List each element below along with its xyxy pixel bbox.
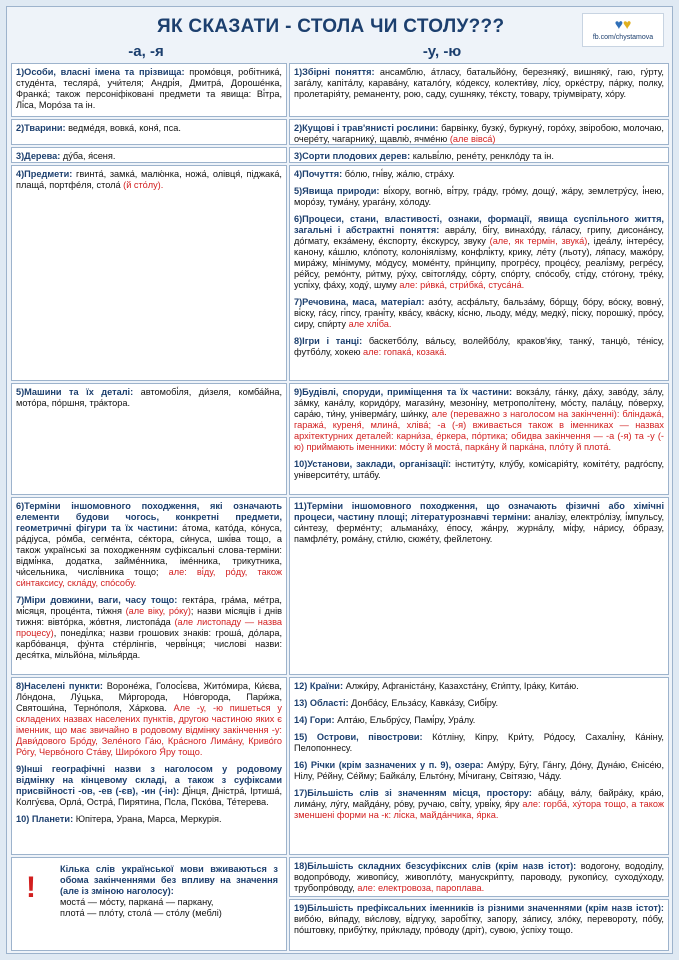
right-column-heading: -у, -ю <box>422 43 462 60</box>
cell-machines <box>11 383 287 495</box>
cell-text: вибо́ю, ви́паду, ви́слову, ві́дгуку, заробі́тку, запору, за́пису, зло́ку, перевороту, по́бу, по́штовку, прибу́тку, при́кладу, про́воду (дріт), сувою, у́спіху тощо. <box>294 914 664 935</box>
cell-heading: 11)Терміни іншомовного походження, що означають фізичні або хімічні процеси, частину площі; літературознавчі терміни: <box>294 501 664 522</box>
cell-exception: але хлі́ба. <box>348 319 392 329</box>
exclamation-icon: ! <box>26 871 36 904</box>
cell-text: гекта́ра, гра́ма, ме́тра, мі́сяця, проце́нта, ти́жня <box>16 595 282 616</box>
cell-heading: 5)Явища природи: <box>294 186 380 196</box>
paragraph-processes <box>294 214 664 291</box>
cell-exception: Але -у, -ю пишеться у складених назвах населених пунктів, другою частиною яких є іменник, що має звичайно в родовому відмінку закінчення -у: Дави́дового Бро́ду, Зеле́ного Га́ю, Кра́сного Лима́ну, Криво́го Ро́гу, Черво́ного Ста́ву, Широ́кого Я́ру тощо. <box>16 703 282 757</box>
cell-text: аналізу, електро́лізу, і́мпульсу, си́нтезу, ферме́нту; альмана́ху, е́посу, жа́нру, журна́лу, мі́фу, на́рису, о́бразу, памфле́ту, рома́ну, сти́лю, сюже́ту, фейлетону. <box>294 512 664 544</box>
cell-heading: 6)Терміни іншомовного походження, які означають елементи будови чогось, конкретні предмети, геометричні фігури та їх частини: <box>16 501 282 533</box>
paragraph-rivers <box>294 760 664 782</box>
heart-icon: ♥♥ <box>614 16 632 32</box>
cell-exception: (але віку, ро́ку) <box>125 606 191 616</box>
paragraph-measures <box>16 595 282 661</box>
cell-text: автомобі́ля, ди́зеля, комба́йна, мото́ра, по́ршня, тра́ктора. <box>16 387 282 408</box>
cell-heading: 16) Річки (крім зазначених у п. 9), озера: <box>294 760 484 770</box>
cell-text: а́тома, като́да, ко́нуса, ра́діуса, ро́мба, сегме́нта, се́ктора, си́нуса, шкі́ва тощо, а також українські за походженням суфіксальні слова-терміни: відмі́нка, додатка, займе́нника, іме́нника, трикутника, чи́сельника, числі́вника тощо; <box>16 523 283 577</box>
cell-text: бо́лю, гні́ву, жа́лю, стра́ху. <box>342 169 455 179</box>
cell-heading: 1)Збірні поняття: <box>294 67 375 77</box>
cell-foreign-terms <box>11 497 287 675</box>
cell-heading: 5)Машини та їх деталі: <box>16 387 134 397</box>
cell-text: інститу́ту, клу́бу, комісарія́ту, коміте́ту, радго́спу, університе́ту, шта́бу. <box>294 459 665 480</box>
paragraph-feelings <box>294 169 664 180</box>
logo[interactable] <box>582 13 664 47</box>
cell-exception: (але листопаду — назва процесу) <box>16 617 282 638</box>
cell-exception: але: ри́вка́, стри́бка́, стуса́на́. <box>399 280 525 290</box>
left-column-heading: -а, -я <box>128 43 164 60</box>
paragraph-regions <box>294 698 664 709</box>
cell-compound-words <box>289 857 669 897</box>
cell-collective-nouns <box>289 63 669 117</box>
cell-text: Ді́нця, Дністра́, Іртиша́, Колгу́єва, Орла́, Остра́, Пирятина, Псла, Пско́ва, Те́терева. <box>16 786 282 807</box>
cell-text: ; назви місяців і днів тижня: вівто́рка, жо́втня, листопа́да <box>16 606 282 627</box>
cell-heading: 3)Дерева: <box>16 151 61 161</box>
cell-text: Вороне́жа, Голосі́єва, Жито́мира, Ки́єва, Ло́ндона, Лу́цька, Ми́ргорода, Но́вгорода, Пари́жа, Святоши́на, Терно́поля, Ха́ркова. <box>16 681 282 713</box>
cell-exception: але: горба́, ху́тора тощо, а також зменшені форми на -к: лі́ска, майда́нчика, я́рка. <box>294 799 664 820</box>
cell-heading: 9)Будівлі, споруди, приміщення та їх частини: <box>294 387 513 397</box>
cell-text: авра́лу, бі́гу, винахо́ду, га́ласу, грипу, дисона́нсу, до́гмату, екза́мену, е́кспорту, е́кскурсу, звуку <box>294 225 664 246</box>
cell-text: Юпітера, Урана, Марса, Меркурія. <box>73 814 222 824</box>
paragraph-settlements <box>16 681 282 758</box>
cell-heading: 4)Почуття: <box>294 169 343 179</box>
cell-heading: 17)Більшість слів зі значенням місця, простору: <box>294 788 532 798</box>
cell-objects <box>11 165 287 381</box>
cell-exception: але (переважно з наголосом на закінченні): бліндажа́, гаража́, куреня́, млина́, хліва́; -а (-я) вживається також в іменниках — назвах архітектурних деталей: карни́за, е́ркера, по́ртика; обидва закінчення — -а (-я) та -у (-ю) приймають іменники: мо́сту й моста́, парка́ну й парка́на, пло́ту й плота́. <box>294 409 664 452</box>
cell-geo-left <box>11 677 287 855</box>
cell-text: гвинта́, замка́, малю́нка, ножа́, олівця́, піджака́, плаща́, портфе́ля, стола́ <box>16 169 282 190</box>
cell-text: аба́цу, ва́лу, байра́ку, кра́ю, лима́ну, лу́гу, майда́ну, ро́ву, ручаю, сві́ту, урві́ку, я́ру <box>294 788 664 809</box>
cell-heading: 10)Установи, заклади, організації: <box>294 459 452 469</box>
cell-text: ансамблю, а́тласу, батальйо́ну, березняку́, вишняку́, гаю, гу́рту, зага́лу, капіта́лу, карава́ну, катало́гу, ко́дексу, колекти́ву, лі́су, орке́стру, па́рку, полку, пролетарія́ту, реманенту, рою, саду, сушняку, те́ксту, товару, тріумвірату, хо́ру. <box>294 67 664 99</box>
cell-buildings <box>289 383 669 495</box>
cell-exception: (але вівса́) <box>449 134 496 144</box>
cell-heading: 9)Інші географічні назви з наголосом у родовому відмінку на кінцевому складі, а також з суфіксами присвійності -ов, -ев (-єв), -ин (-ін): <box>16 764 282 796</box>
paragraph-weather <box>294 186 664 208</box>
paragraph-terms <box>16 501 282 589</box>
page-title: ЯК СКАЗАТИ - СТОЛА ЧИ СТОЛУ??? <box>157 16 505 37</box>
cell-exception: але: ві́ду, ро́ду, також си́нтаксису, скла́ду, спо́собу. <box>16 567 282 588</box>
cell-text: , понеді́лка; назви грошових знаків: гроша́, до́лара, карбо́ванця, фу́нта сте́рлінгів, черві́нця; числові назви: деся́тка, мільйо́на, мілья́рда. <box>16 628 282 660</box>
cell-heading: 13) Області: <box>294 698 349 708</box>
note-line: моста́ — мо́сту, паркана́ — паркану, <box>60 897 214 907</box>
header <box>7 7 672 45</box>
cell-note <box>11 857 287 951</box>
cell-heading: 7)Міри довжини, ваги, часу тощо: <box>16 595 178 605</box>
cell-heading: 1)Особи, власні імена та прізвища: <box>16 67 185 77</box>
cell-persons <box>11 63 287 117</box>
cell-heading: 12) Країни: <box>294 681 344 691</box>
cell-heading: 2)Кущові і трав'янисті рослини: <box>294 123 439 133</box>
note-line: плота́ — пло́ту, стола́ — сто́лу (меблі) <box>60 908 222 918</box>
paragraph-places <box>294 788 664 821</box>
paragraph-islands <box>294 732 664 754</box>
cell-heading: 6)Процеси, стани, властивості, ознаки, формації, явища суспільного життя, загальні і абстрактні поняття: <box>294 214 664 235</box>
cell-prefixed-nouns <box>289 899 669 951</box>
cell-heading: 3)Сорти плодових дерев: <box>294 151 411 161</box>
cell-heading: 19)Більшість префіксальних іменників із різними значеннями (крім назв істот): <box>294 903 664 913</box>
paragraph-geo-names <box>16 764 282 808</box>
cell-trees <box>11 147 287 163</box>
cell-text: азо́ту, асфа́льту, бальза́му, бо́рщу, бо́ру, во́ску, вовну́, ві́ску, га́су, гі́псу, грані́ту, ква́су, ква́ску, кі́сню, льоду, ме́ду, медку́, пі́ску, порошку́, про́су, сиру, спи́рту <box>294 297 664 329</box>
logo-link[interactable]: fb.com/chystamova <box>592 34 654 41</box>
cell-heading: 2)Тварини: <box>16 123 66 133</box>
cell-text: ві́хору, вогню́, ві́тру, гра́ду, гро́му, дощу́, жа́ру, землетру́су, і́нею, моро́зу, тума́ну, урага́ну, хо́лоду. <box>294 186 665 207</box>
cell-text: Ко́тліну, Кіпру, Кри́ту, Ро́досу, Сахалі́ну, Ка́ніну, Пелопоннесу. <box>294 732 664 753</box>
paragraph-mountains <box>294 715 664 726</box>
cell-heading: 14) Гори: <box>294 715 335 725</box>
paragraph-planets <box>16 814 282 825</box>
cell-text: ведме́дя, вовка́, коня́, пса. <box>65 123 181 133</box>
cell-text: барвінку, бузку́, буркуну́, горо́ху, звіробою, молочаю, очере́ту, чагарнику́, щавлю́, ячме́ню <box>294 123 664 144</box>
cell-text: Алта́ю, Ельбру́су, Памі́ру, Ура́лу. <box>334 715 476 725</box>
paragraph-games <box>294 336 664 358</box>
cell-heading: 8)Населені пункти: <box>16 681 103 691</box>
cell-heading: 8)Ігри і танці: <box>294 336 363 346</box>
cell-animals <box>11 119 287 145</box>
note-body: Кілька слів української мови вживаються з обома закінченнями без впливу на значення (але із зміною наголосу): <box>60 864 278 896</box>
cell-heading: 4)Предмети: <box>16 169 73 179</box>
cell-heading: 15) Острови, півострови: <box>294 732 423 742</box>
paragraph-institutions <box>294 459 664 481</box>
page <box>6 6 673 954</box>
cell-exception: (але, як термін, звука́) <box>489 236 588 246</box>
cell-text: баскетбо́лу, ва́льсу, волейбо́лу, краков'я́ку, танку́, танцю́, те́нісу, футбо́лу, хокею <box>294 336 664 357</box>
cell-text: Аму́ру, Бу́гу, Га́нгу, До́ну, Дуна́ю, Єнісе́ю, Нілу, Ре́йну, Се́йму; Байка́лу, Ельто́ну, Мі́чигану, Світязю, Ча́ду. <box>294 760 664 781</box>
note-text <box>60 864 278 919</box>
cell-text: промо́вця, робітника́, студе́нта, тесляра́, учи́теля; Андрі́я, Дмитра́, Дороше́нка, Франка́; також персоніфіковані предмети та явища: Ві́тра, Лі́са, Моро́за та ін. <box>16 67 282 110</box>
paragraph-substances <box>294 297 664 330</box>
cell-text: вокза́лу, га́нку, да́ху, заво́ду, за́лу, за́мку, кана́лу, коридо́ру, магази́ну, мезоні́ну, метрополі́тену, мо́сту, пала́цу, по́верху, сара́ю, ти́ну, універма́гу, ши́нку, <box>294 387 665 419</box>
cell-exception: але: гопака́, козака́. <box>363 347 447 357</box>
cell-fruit-varieties <box>289 147 669 163</box>
cell-geo-right <box>289 677 669 855</box>
cell-text: , ідеа́лу, інтере́су, канону, ка́шлю, кло́поту, колоніялізму, конфлі́кту, крику, ле́ту (льоту), ля́пасу, мажо́ру, мира́жу, мі́німуму, мо́дусу, моме́нту, при́нципу, прогре́су, проце́су, реалі́зму, регре́су, ре́йсу, ремо́нту, ри́тму, ру́ху, світогля́ду, со́рту, спо́рту, спо́собу, сті́ду, сто́гону, тре́ку, успі́ху, фа́ху, ходу́, шуму <box>294 236 664 290</box>
paragraph-countries <box>294 681 664 692</box>
cell-abstract-group <box>289 165 669 381</box>
cell-plants <box>289 119 669 145</box>
cell-exception: але: електровоза, пароплава. <box>357 883 485 893</box>
cell-foreign-processes <box>289 497 669 675</box>
cell-exception: (й сто́лу). <box>123 180 164 190</box>
paragraph-buildings <box>294 387 664 453</box>
cell-heading: 18)Більшість складних безсуфіксних слів (крім назв істот): <box>294 861 577 871</box>
cell-text: водогону, вододілу, водопро́воду, живопи́су, живопло́ту, манускри́пту, пароводу, рукопи́су, суходу́ходу, трубопро́воду, <box>294 861 664 893</box>
cell-text: ду́ба, я́сеня. <box>60 151 116 161</box>
cell-text: кальві́лю, рене́ту, ренкло́ду та ін. <box>410 151 554 161</box>
cell-heading: 10) Планети: <box>16 814 74 824</box>
cell-heading: 7)Речовина, маса, матеріал: <box>294 297 425 307</box>
cell-text: Алжи́ру, Афганіста́ну, Казахста́ну, Єги́пту, Іра́ку, Кита́ю. <box>343 681 579 691</box>
cell-text: Донба́су, Ельза́су, Кавка́зу, Сибі́ру. <box>348 698 499 708</box>
